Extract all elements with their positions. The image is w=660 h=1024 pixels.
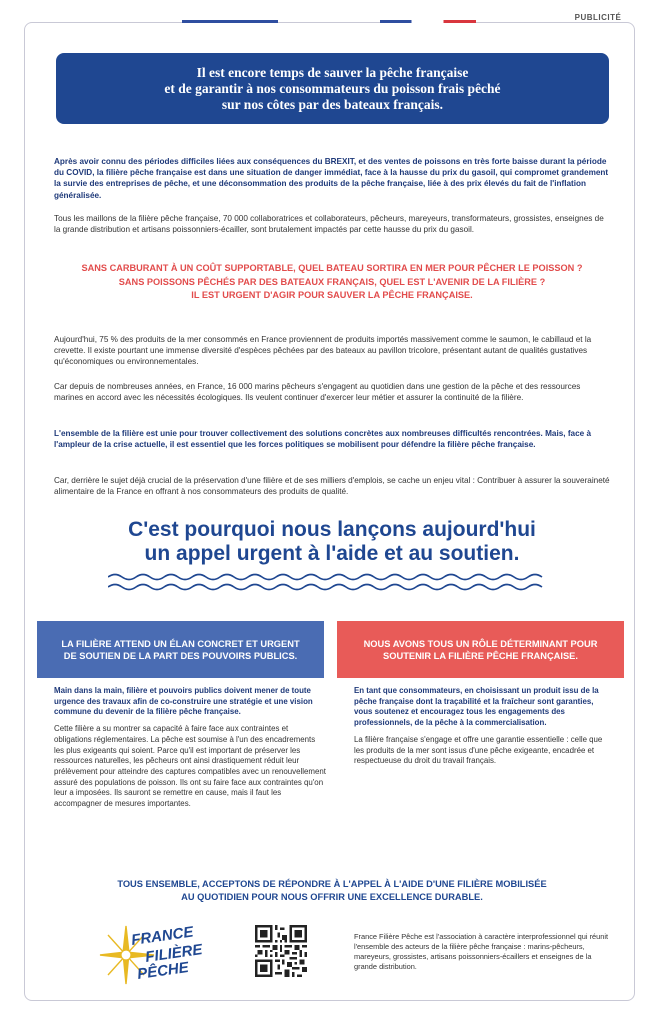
logo-word-2: FILIÈRE xyxy=(144,941,204,966)
tricolor-accent-bar xyxy=(380,20,476,23)
right-column xyxy=(354,686,612,773)
france-filiere-peche-logo xyxy=(96,920,236,990)
body-paragraph-3: L'ensemble de la filière est unie pour trouver collectivement des solutions concrètes aux nombreuses difficultés rencontrées. Mais, face à l'ampleur de la crise actuelle, il est essentiel que les forces politiques se mobilisent pour défendre la filière pêche française. xyxy=(54,429,592,450)
wave-decoration xyxy=(108,570,552,596)
alert-line-2: SANS POISSONS PÊCHÉS PAR DES BATEAUX FRANÇAIS, QUEL EST L'AVENIR DE LA FILIÈRE ? xyxy=(118,276,546,287)
intro-paragraph: Tous les maillons de la filière pêche française, 70 000 collaboratrices et collaborateurs, pêcheurs, mareyeurs, transformateurs, grossistes, enseignes de la grande distribution et artisans poissonniers-écailler, sont brutalement impactés par cette hausse du prix du gasoil. xyxy=(54,214,604,235)
logo-word-1: FRANCE xyxy=(130,923,195,949)
banner-line-1: Il est encore temps de sauver la pêche française xyxy=(196,64,469,80)
closing-line-1: TOUS ENSEMBLE, ACCEPTONS DE RÉPONDRE À L'APPEL À L'AIDE D'UNE FILIÈRE MOBILISÉE xyxy=(117,879,547,889)
closing-line-2: AU QUOTIDIEN POUR NOUS OFFRIR UNE EXCELLENCE DURABLE. xyxy=(181,892,483,902)
banner-line-3: sur nos côtes par des bateaux français. xyxy=(221,96,444,112)
left-text-paragraph: Cette filière a su montrer sa capacité à faire face aux contraintes et obligations réglementaires. La pêche est soumise à l'un des encadrements les plus exigeants qui soient. Parce qu'il est important de préserver les ressources naturelles, les pêcheurs ont ainsi drastiquement réduit leur prélèvement pour atteindre des captures compatibles avec un renouvellement assuré des populations de poisson. Ils ont su faire face aux contraintes qu'on leur a imposées. Ils sauront se remettre en cause, mais il faut les accompagner de mesures importantes. xyxy=(54,724,326,809)
advertisement-label: PUBLICITÉ xyxy=(558,13,638,22)
alert-line-3: IL EST URGENT D'AGIR POUR SAUVER LA PÊCHE FRANÇAISE. xyxy=(191,290,473,300)
left-lead-paragraph: Main dans la main, filière et pouvoirs publics doivent mener de toute urgence des travaux afin de co-construire une stratégie et une vision commune du devenir de la filière pêche française. xyxy=(54,686,313,717)
body-paragraph-4: Car, derrière le sujet déjà crucial de la préservation d'une filière et de ses milliers d'emplois, se cache un enjeu vital : Contribuer à assurer la souveraineté alimentaire de la France en offrant à nos consommateurs des produits de qualité. xyxy=(54,476,610,497)
top-accent-bar xyxy=(182,20,278,23)
qr-code xyxy=(255,925,307,977)
intro-bold-paragraph: Après avoir connu des périodes difficiles liées aux conséquences du BREXIT, et des ventes de poissons en très forte baisse durant la période du COVID, la filière pêche française est dans une situation de danger immédiat, face à la hausse du prix du gasoil, qui compromet grandement la survie des entreprises de pêche, et une déconsommation des produits de la pêche française, liée à des prix élevés du fait de l'inflation généralisée. xyxy=(54,157,609,200)
right-text-paragraph: La filière française s'engage et offre une garantie essentielle : celle que les produits de la mer sont issus d'une pêche exigeante, encadrée et respectueuse du droit du travail français. xyxy=(354,734,603,766)
closing-call xyxy=(54,878,610,904)
alert-block xyxy=(54,262,610,303)
left-column xyxy=(54,686,326,816)
body-paragraph-1: Aujourd'hui, 75 % des produits de la mer consommés en France proviennent de produits importés massivement comme le saumon, le cabillaud et la crevette. Il existe pourtant une immense diversité d'espèces pêchées par des bateaux au pavillon tricolore, présentant autant de qualités gustatives qu'économiques ou environnementales. xyxy=(54,335,592,367)
headline-banner xyxy=(56,53,609,124)
body-paragraph-2: Car depuis de nombreuses années, en France, 16 000 marins pêcheurs s'engagent au quotidien dans une gestion de la pêche et des ressources marines en accord avec les nécessités écologiques. Ils veulent continuer d'exercer leur métier et assurer la continuité de la filière. xyxy=(54,382,581,403)
logo-word-3: PÊCHE xyxy=(136,958,190,983)
appeal-line-2: un appel urgent à l'aide et au soutien. xyxy=(144,542,520,565)
consumers-box: NOUS AVONS TOUS UN RÔLE DÉTERMINANT POUR SOUTENIR LA FILIÈRE PÊCHE FRANÇAISE. xyxy=(337,621,624,678)
appeal-heading xyxy=(54,518,610,566)
alert-line-1: SANS CARBURANT À UN COÛT SUPPORTABLE, QUEL BATEAU SORTIRA EN MER POUR PÊCHER LE POISSON ? xyxy=(81,263,583,273)
appeal-line-1: C'est pourquoi nous lançons aujourd'hui xyxy=(128,518,536,541)
public-authorities-box: LA FILIÈRE ATTEND UN ÉLAN CONCRET ET URGENT DE SOUTIEN DE LA PART DES POUVOIRS PUBLICS. xyxy=(37,621,324,678)
right-lead-paragraph: En tant que consommateurs, en choisissant un produit issu de la pêche française dont la traçabilité et la fraîcheur sont garanties, vous soutenez et encouragez tous les engagements des professionnels, de la pêche à la commercialisation. xyxy=(354,686,599,728)
banner-line-2: et de garantir à nos consommateurs du poisson frais pêché xyxy=(164,80,501,96)
association-description: France Filière Pêche est l'association à caractère interprofessionnel qui réunit l'ensemble des acteurs de la filière pêche française : marins-pêcheurs, mareyeurs, grossistes, artisans poissonniers-écaillers et enseignes de la grande distribution. xyxy=(354,932,609,971)
